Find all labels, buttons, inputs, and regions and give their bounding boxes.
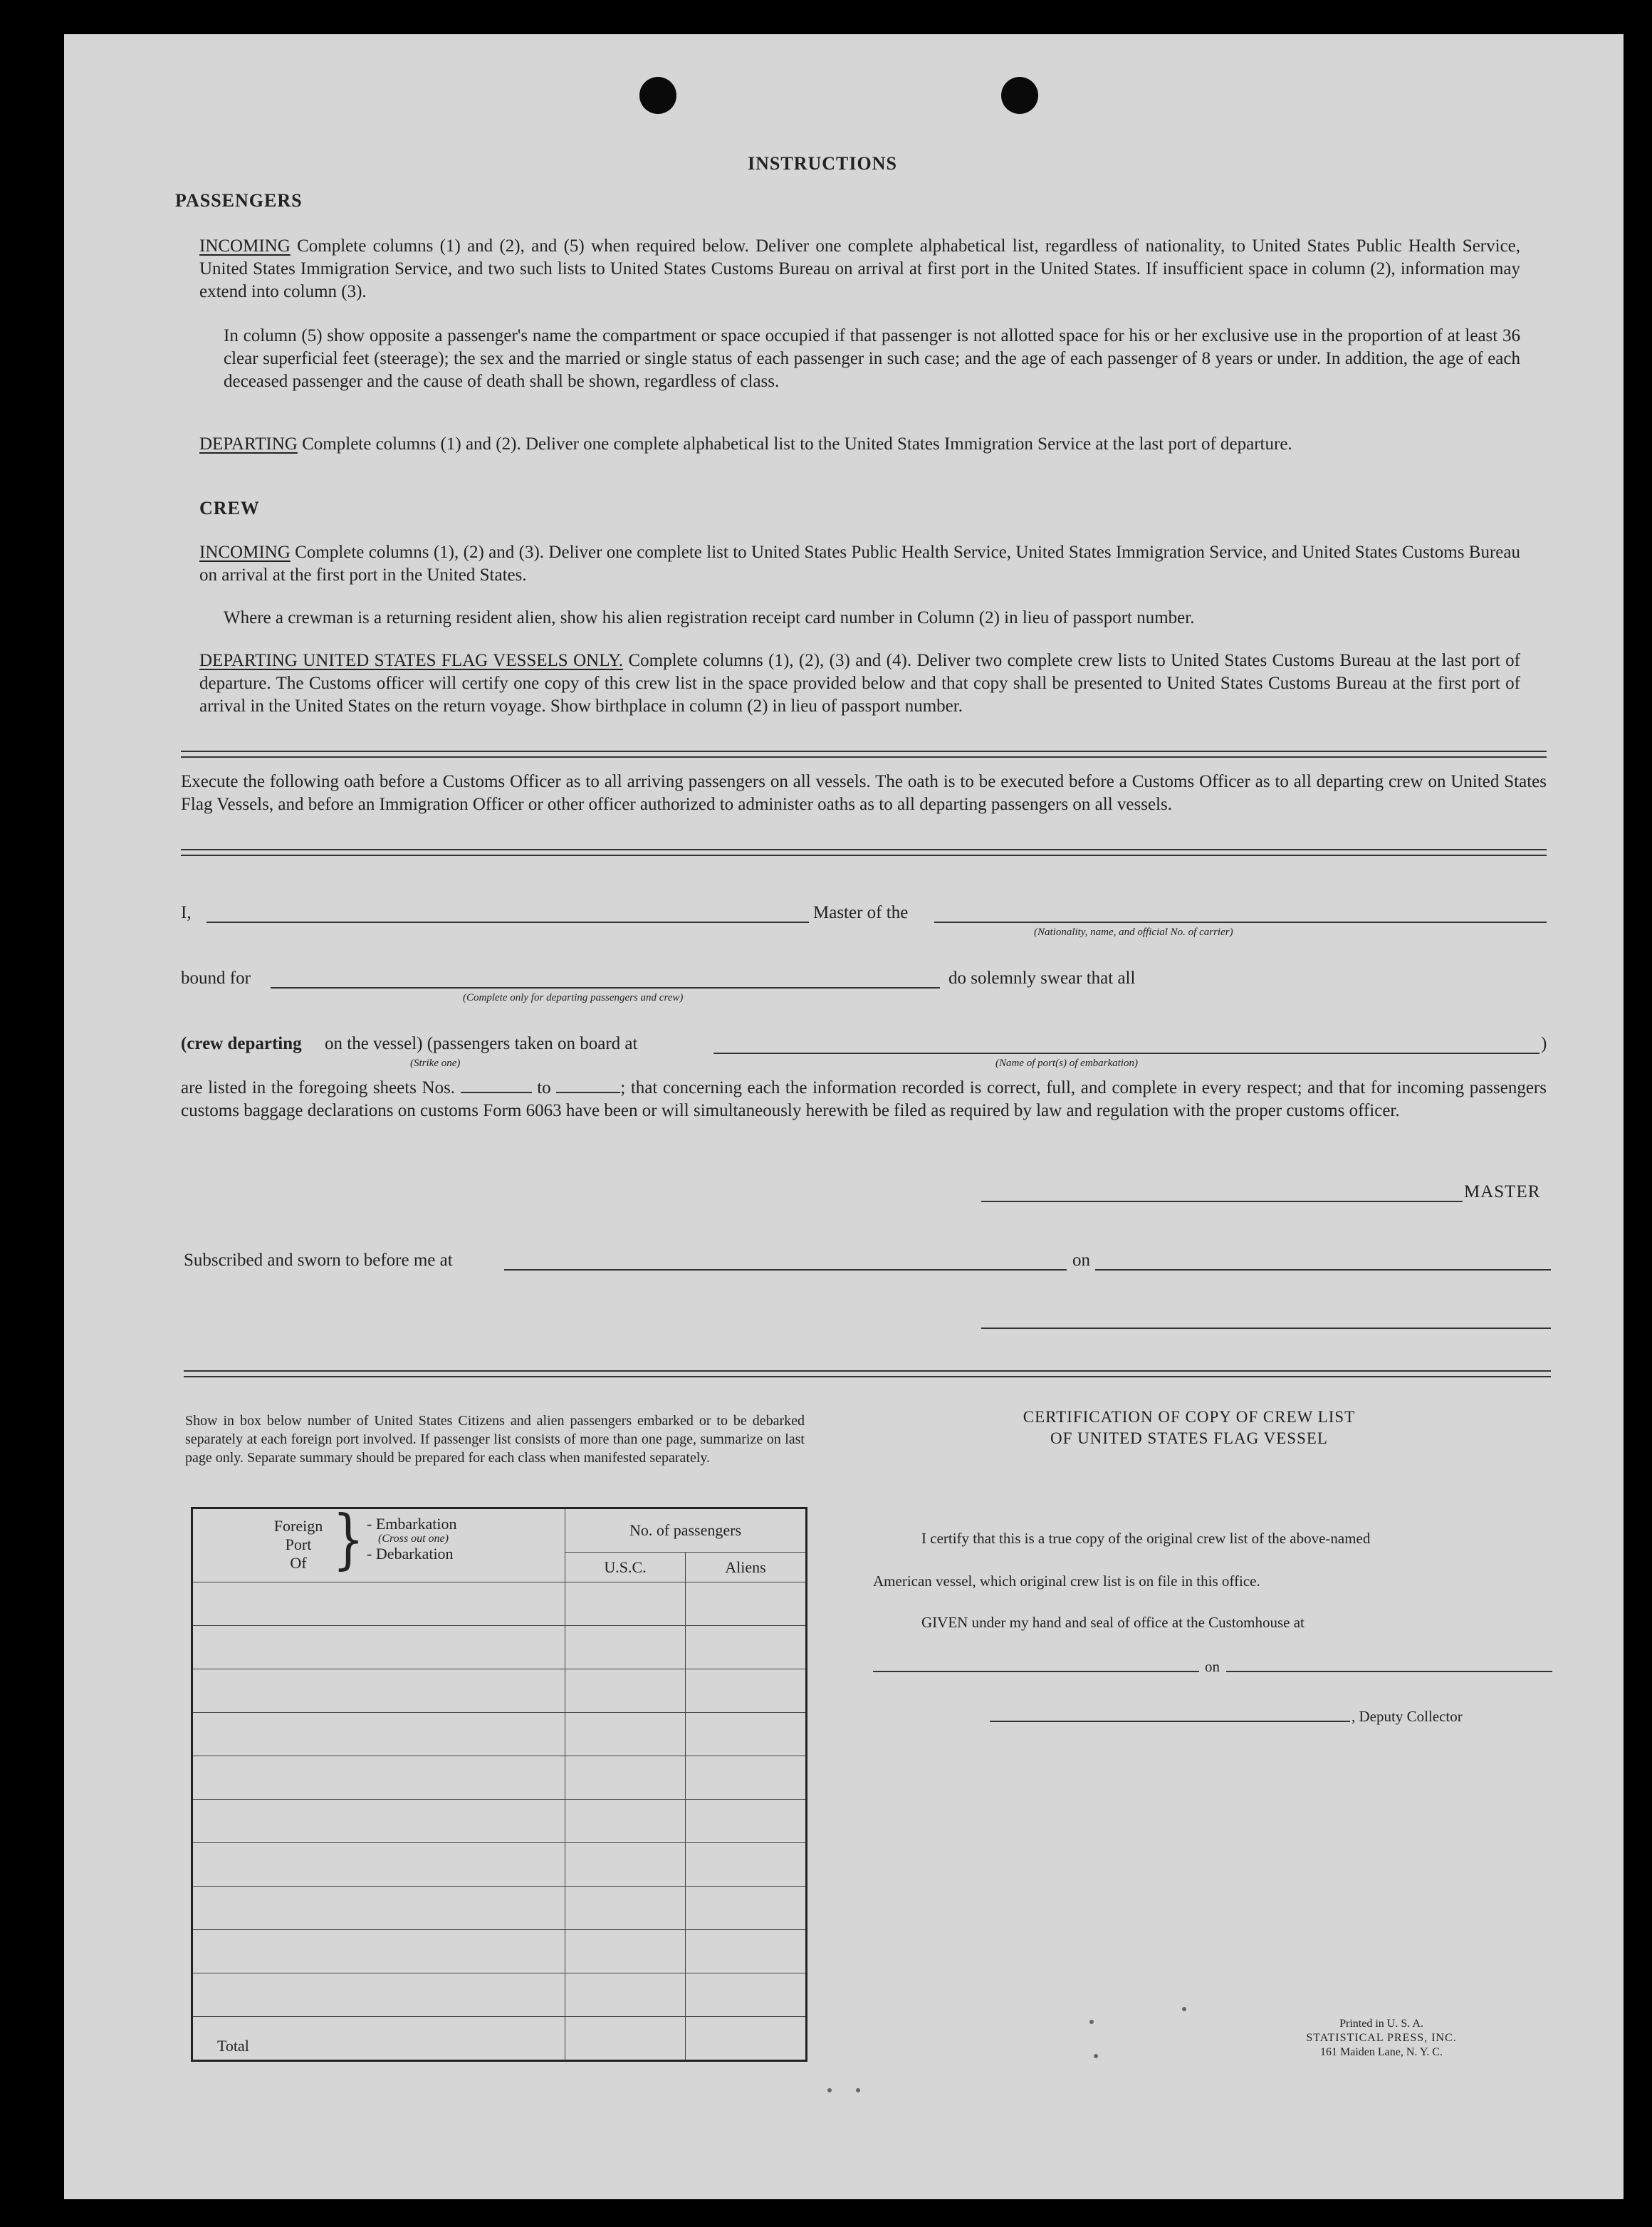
oath-instruction: Execute the following oath before a Customs Officer as to all arriving passengers on all vessels. The oath is to be executed before a Customs Officer as to all departing crew on United States Flag Vessels, and before an Immigration Officer or other officer authorized to administer oaths as to all departing passengers on all vessels. [181,772,1547,814]
total-label: Total [192,2017,565,2061]
aliens-cell[interactable] [686,1626,807,1669]
master-label: MASTER [1464,1182,1541,1201]
ink-speck [856,2088,860,2092]
aliens-cell[interactable] [686,1713,807,1756]
port-cell[interactable] [192,1626,565,1669]
column5-paragraph: In column (5) show opposite a passenger's name the compartment or space occupied if that passenger is not allotted space for his or her exclusive use in the proportion of at least 36 clear superficial feet (steerage); the sex and the married or single status of each passenger in such case; and the age of each passenger of 8 years or under. In addition, the age of each deceased passenger and the cause of death shall be shown, regardless of class. [224,326,1520,391]
embarkation-label: - Embarkation [367,1515,457,1533]
nationality-hint: (Nationality, name, and official No. of carrier) [1034,927,1233,938]
officer-signature-field[interactable] [981,1328,1551,1329]
no-of-passengers-header: No. of passengers [565,1508,807,1553]
passenger-summary-table [191,1501,807,2062]
usc-cell[interactable] [565,1669,686,1713]
crew-incoming-text: Complete columns (1), (2) and (3). Deliver one complete list to United States Public Health Service, United States Immigration Service, and United States Customs Bureau on arrival at the first port in the United States. [199,543,1520,585]
passengers-departing-text: Complete columns (1) and (2). Deliver one complete alphabetical list to the United States Immigration Service at the last port of departure. [302,434,1292,454]
passengers-departing-paragraph [199,433,1520,456]
sheet-from-field[interactable] [461,1078,532,1093]
sheets-listed-paragraph [181,1077,1547,1122]
master-signature-field[interactable] [981,1201,1463,1202]
aliens-cell[interactable] [686,1843,807,1887]
passengers-incoming-label: INCOMING [199,236,291,256]
port-cell[interactable] [192,1582,565,1626]
ink-speck [1182,2007,1186,2011]
certify-line1: I certify that this is a true copy of the original crew list of the above-named [921,1530,1371,1547]
usc-total-cell[interactable] [565,2017,686,2061]
aliens-cell[interactable] [686,1973,807,2017]
printer-line2: STATISTICAL PRESS, INC. [1306,2032,1457,2044]
sheets-listed-rest: ; that concerning each the information recorded is correct, full, and complete in every respect; and that for incoming passengers customs baggage declarations on customs Form 6063 have been or will simultaneously herewith be filed as required by law and regulation with the proper customs officer. [181,1078,1547,1120]
master-of-the-label: Master of the [813,903,909,922]
foreign-label: Foreign [273,1517,323,1535]
certify-line2: American vessel, which original crew list is on file in this office. [873,1573,1260,1590]
usc-cell[interactable] [565,1887,686,1930]
divider-double [181,849,1547,856]
bound-for-label: bound for [181,969,251,988]
port-cell[interactable] [192,1713,565,1756]
usc-cell[interactable] [565,1582,686,1626]
document-page [64,34,1624,2199]
aliens-cell[interactable] [686,1582,807,1626]
given-line: GIVEN under my hand and seal of office at the Customhouse at [921,1614,1305,1631]
sheet-to-field[interactable] [556,1078,620,1093]
divider-double [184,1370,1551,1377]
deputy-signature-field[interactable] [990,1721,1350,1722]
aliens-cell[interactable] [686,1669,807,1713]
port-cell[interactable] [192,1843,565,1887]
aliens-header: Aliens [686,1553,807,1582]
solemnly-swear-text: do solemnly swear that all [948,969,1136,988]
master-name-field[interactable] [206,922,809,923]
ink-speck [1094,2054,1098,2058]
certification-on-label: on [1205,1658,1220,1675]
deputy-collector-label: , Deputy Collector [1352,1708,1463,1725]
strike-one-hint: (Strike one) [410,1058,461,1069]
resident-alien-text: Where a crewman is a returning resident alien, show his alien registration receipt card number in Column (2) in lieu of passport number. [224,608,1195,627]
port-cell[interactable] [192,1887,565,1930]
passengers-heading: PASSENGERS [175,190,303,211]
certification-title-line2: OF UNITED STATES FLAG VESSEL [1050,1429,1328,1447]
usc-header: U.S.C. [565,1553,686,1582]
usc-cell[interactable] [565,1930,686,1973]
divider-double [181,751,1547,758]
certification-title-line1: CERTIFICATION OF COPY OF CREW LIST [1023,1408,1356,1426]
crew-heading: CREW [199,498,260,518]
aliens-cell[interactable] [686,1930,807,1973]
usc-cell[interactable] [565,1973,686,2017]
passengers-incoming-paragraph [199,235,1520,303]
crew-departing-option: (crew departing [181,1034,302,1053]
port-header-cell [192,1501,565,1582]
oath-i-label: I, [181,903,192,922]
usc-cell[interactable] [565,1800,686,1843]
port-cell[interactable] [192,1930,565,1973]
close-paren: ) [1541,1034,1547,1053]
name-of-port-hint: (Name of port(s) of embarkation) [995,1058,1138,1069]
aliens-total-cell[interactable] [686,2017,807,2061]
usc-cell[interactable] [565,1713,686,1756]
instructions-title: INSTRUCTIONS [748,153,897,174]
crew-departing-text: Complete columns (1), (2), (3) and (4). Deliver two complete crew lists to United States Customs Bureau at the last port of departure. The Customs officer will certify one copy of this crew list in the space provided below and that copy shall be presented to United States Customs Bureau at the first port of arrival in the United States on the return voyage. Show birthplace in column (2) in lieu of passport number. [199,651,1521,716]
aliens-cell[interactable] [686,1756,807,1800]
ink-speck [1089,2020,1094,2024]
brace-symbol: } [333,1501,365,1577]
crew-departing-paragraph [199,650,1520,718]
crew-incoming-paragraph [199,541,1520,587]
passengers-incoming-text: Complete columns (1) and (2), and (5) when required below. Deliver one complete alphabetical list, regardless of nationality, to United States Public Health Service, United States Immigration Service, and two such lists to United States Customs Bureau on arrival at first port in the United States. If insufficient space in column (2), information may extend into column (3). [199,236,1521,301]
punch-hole-right [1001,77,1038,114]
embarkation-port-field[interactable] [713,1053,1539,1054]
punch-hole-left [639,77,676,114]
cross-out-hint: (Cross out one) [378,1533,449,1545]
certification-date-field[interactable] [1226,1671,1552,1672]
sheets-to-label: to [537,1078,551,1097]
crew-incoming-label: INCOMING [199,543,291,562]
debarkation-label: - Debarkation [367,1545,454,1563]
sworn-date-field[interactable] [1095,1269,1551,1271]
subscribed-label: Subscribed and sworn to before me at [184,1251,453,1270]
sworn-on-label: on [1072,1251,1090,1270]
printer-line1: Printed in U. S. A. [1339,2018,1423,2030]
port-cell[interactable] [192,1756,565,1800]
sworn-place-field[interactable] [504,1269,1067,1271]
usc-cell[interactable] [565,1756,686,1800]
port-cell[interactable] [192,1800,565,1843]
passengers-option-text: on the vessel) (passengers taken on board at [325,1034,638,1053]
ink-speck [827,2088,832,2092]
of-label: Of [290,1554,307,1572]
passengers-departing-label: DEPARTING [199,434,298,454]
port-label: Port [285,1535,312,1553]
usc-cell[interactable] [565,1843,686,1887]
summary-instruction: Show in box below number of United States Citizens and alien passengers embarked or to be debarked separately at each foreign port involved. If passenger list consists of more than one page, summarize on last page only. Separate summary should be prepared for each class when manifested separately. [185,1413,805,1466]
printer-line3: 161 Maiden Lane, N. Y. C. [1320,2046,1443,2058]
crew-departing-label: DEPARTING UNITED STATES FLAG VESSELS ONLY. [199,651,624,670]
bound-for-field[interactable] [271,987,940,989]
aliens-cell[interactable] [686,1887,807,1930]
carrier-field[interactable] [934,922,1547,923]
customhouse-field[interactable] [873,1671,1199,1672]
port-cell[interactable] [192,1669,565,1713]
complete-only-hint: (Complete only for departing passengers and crew) [463,992,684,1003]
port-cell[interactable] [192,1973,565,2017]
aliens-cell[interactable] [686,1800,807,1843]
usc-cell[interactable] [565,1626,686,1669]
sheets-listed-prefix: are listed in the foregoing sheets Nos. [181,1078,456,1097]
